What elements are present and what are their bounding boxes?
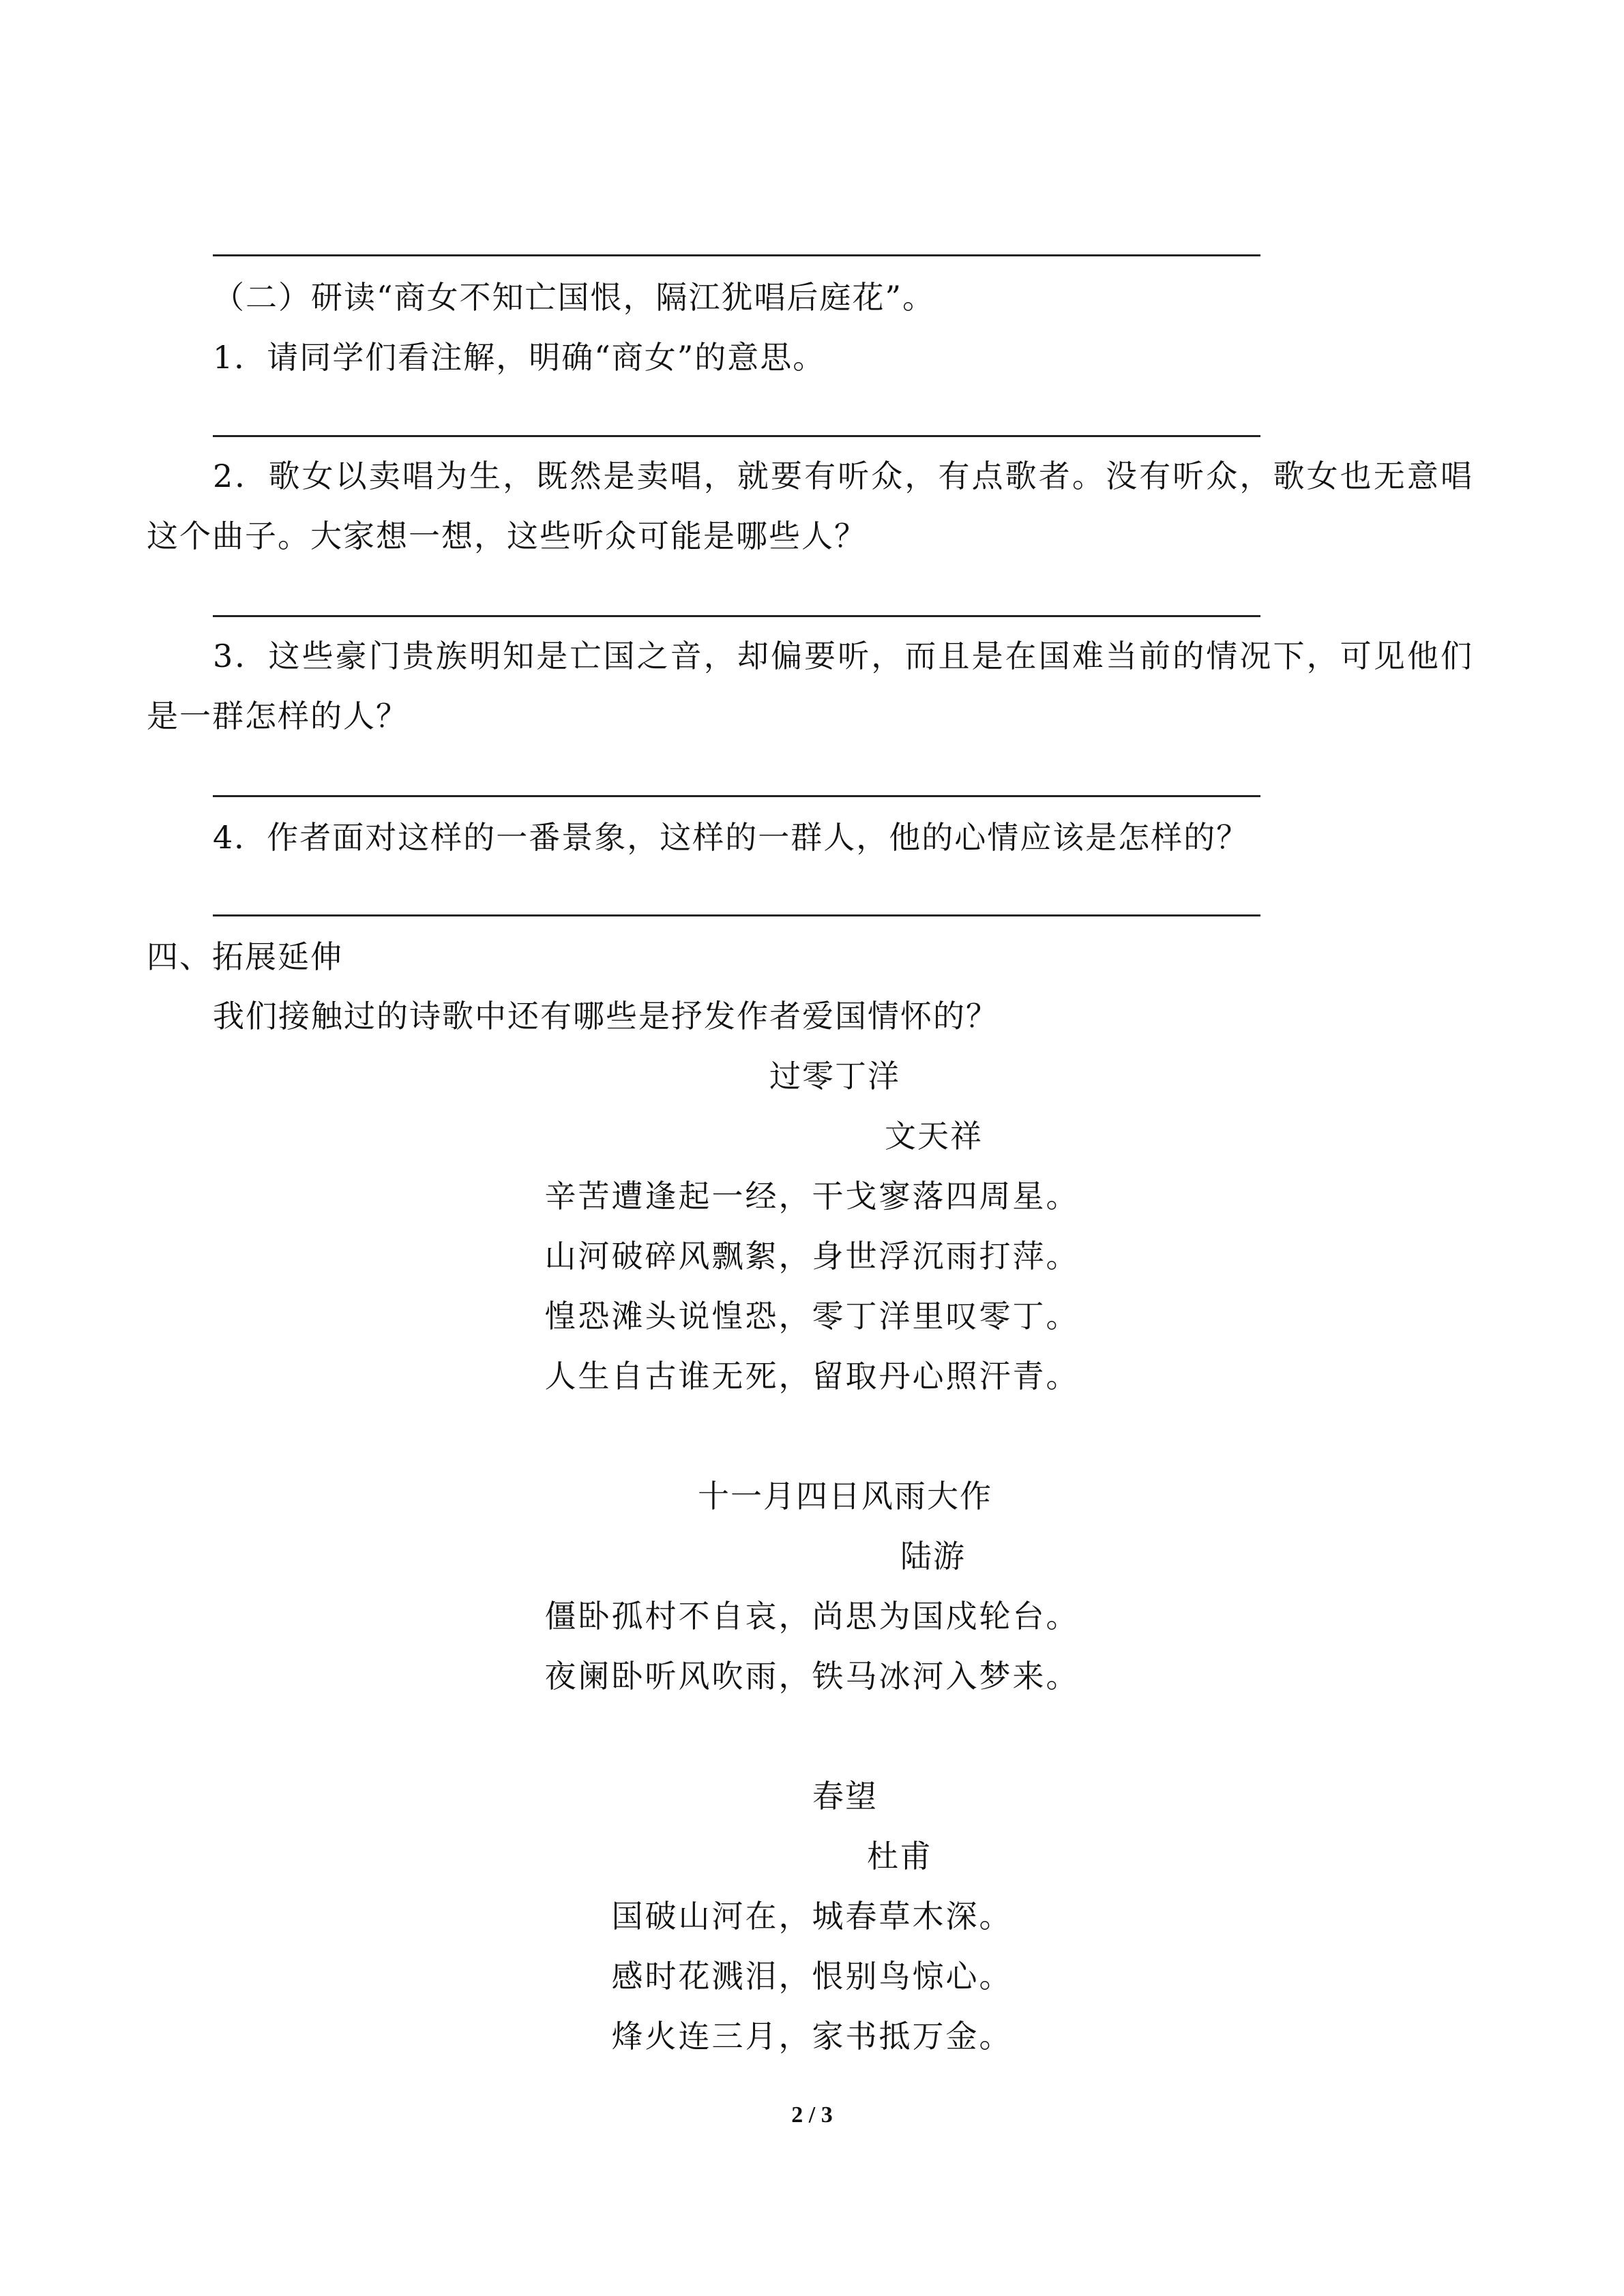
question-3-text: 3．这些豪门贵族明知是亡国之音，却偏要听，而且是在国难当前的情况下，可见他们是一群怎样的人？ bbox=[147, 638, 1473, 734]
question-2 bbox=[147, 446, 1473, 566]
poem-line: 夜阑卧听风吹雨，铁马冰河入梦来。 bbox=[544, 1658, 1080, 1695]
question-3 bbox=[147, 626, 1473, 746]
poem-line: 僵卧孤村不自哀，尚思为国戍轮台。 bbox=[544, 1598, 1080, 1635]
section-two-heading: （二）研读“商女不知亡国恨，隔江犹唱后庭花”。 bbox=[213, 279, 936, 316]
poem-line: 国破山河在，城春草木深。 bbox=[611, 1898, 1013, 1935]
question-1: 1．请同学们看注解，明确“商女”的意思。 bbox=[213, 339, 826, 376]
poem-author: 文天祥 bbox=[885, 1118, 983, 1154]
section-four-prompt: 我们接触过的诗歌中还有哪些是抒发作者爱国情怀的？ bbox=[213, 998, 999, 1034]
poem-line: 惶恐滩头说惶恐，零丁洋里叹零丁。 bbox=[544, 1298, 1080, 1335]
page-number: 2 / 3 bbox=[791, 2102, 833, 2128]
poem-line: 辛苦遭逢起一经，干戈寥落四周星。 bbox=[544, 1178, 1080, 1214]
answer-line bbox=[213, 615, 1260, 617]
question-2-text: 2．歌女以卖唱为生，既然是卖唱，就要有听众，有点歌者。没有听众，歌女也无意唱这个曲子。大家想一想，这些听众可能是哪些人？ bbox=[147, 458, 1473, 554]
answer-line bbox=[213, 435, 1260, 437]
section-four-heading: 四、拓展延伸 bbox=[147, 938, 343, 975]
poem-line: 山河破碎风飘絮，身世浮沉雨打萍。 bbox=[544, 1238, 1080, 1274]
poem-title: 十一月四日风雨大作 bbox=[698, 1478, 992, 1515]
poem-title: 过零丁洋 bbox=[769, 1058, 900, 1094]
poem-line: 人生自古谁无死，留取丹心照汗青。 bbox=[544, 1358, 1080, 1395]
poem-line: 感时花溅泪，恨别鸟惊心。 bbox=[611, 1958, 1013, 1995]
poem-author: 杜甫 bbox=[867, 1838, 932, 1875]
answer-line bbox=[213, 254, 1260, 256]
poem-title: 春望 bbox=[812, 1778, 878, 1815]
answer-line bbox=[213, 914, 1260, 916]
poem-author: 陆游 bbox=[900, 1538, 966, 1575]
poem-line: 烽火连三月，家书抵万金。 bbox=[611, 2018, 1013, 2055]
question-4: 4．作者面对这样的一番景象，这样的一群人，他的心情应该是怎样的？ bbox=[213, 819, 1250, 856]
answer-line bbox=[213, 795, 1260, 797]
